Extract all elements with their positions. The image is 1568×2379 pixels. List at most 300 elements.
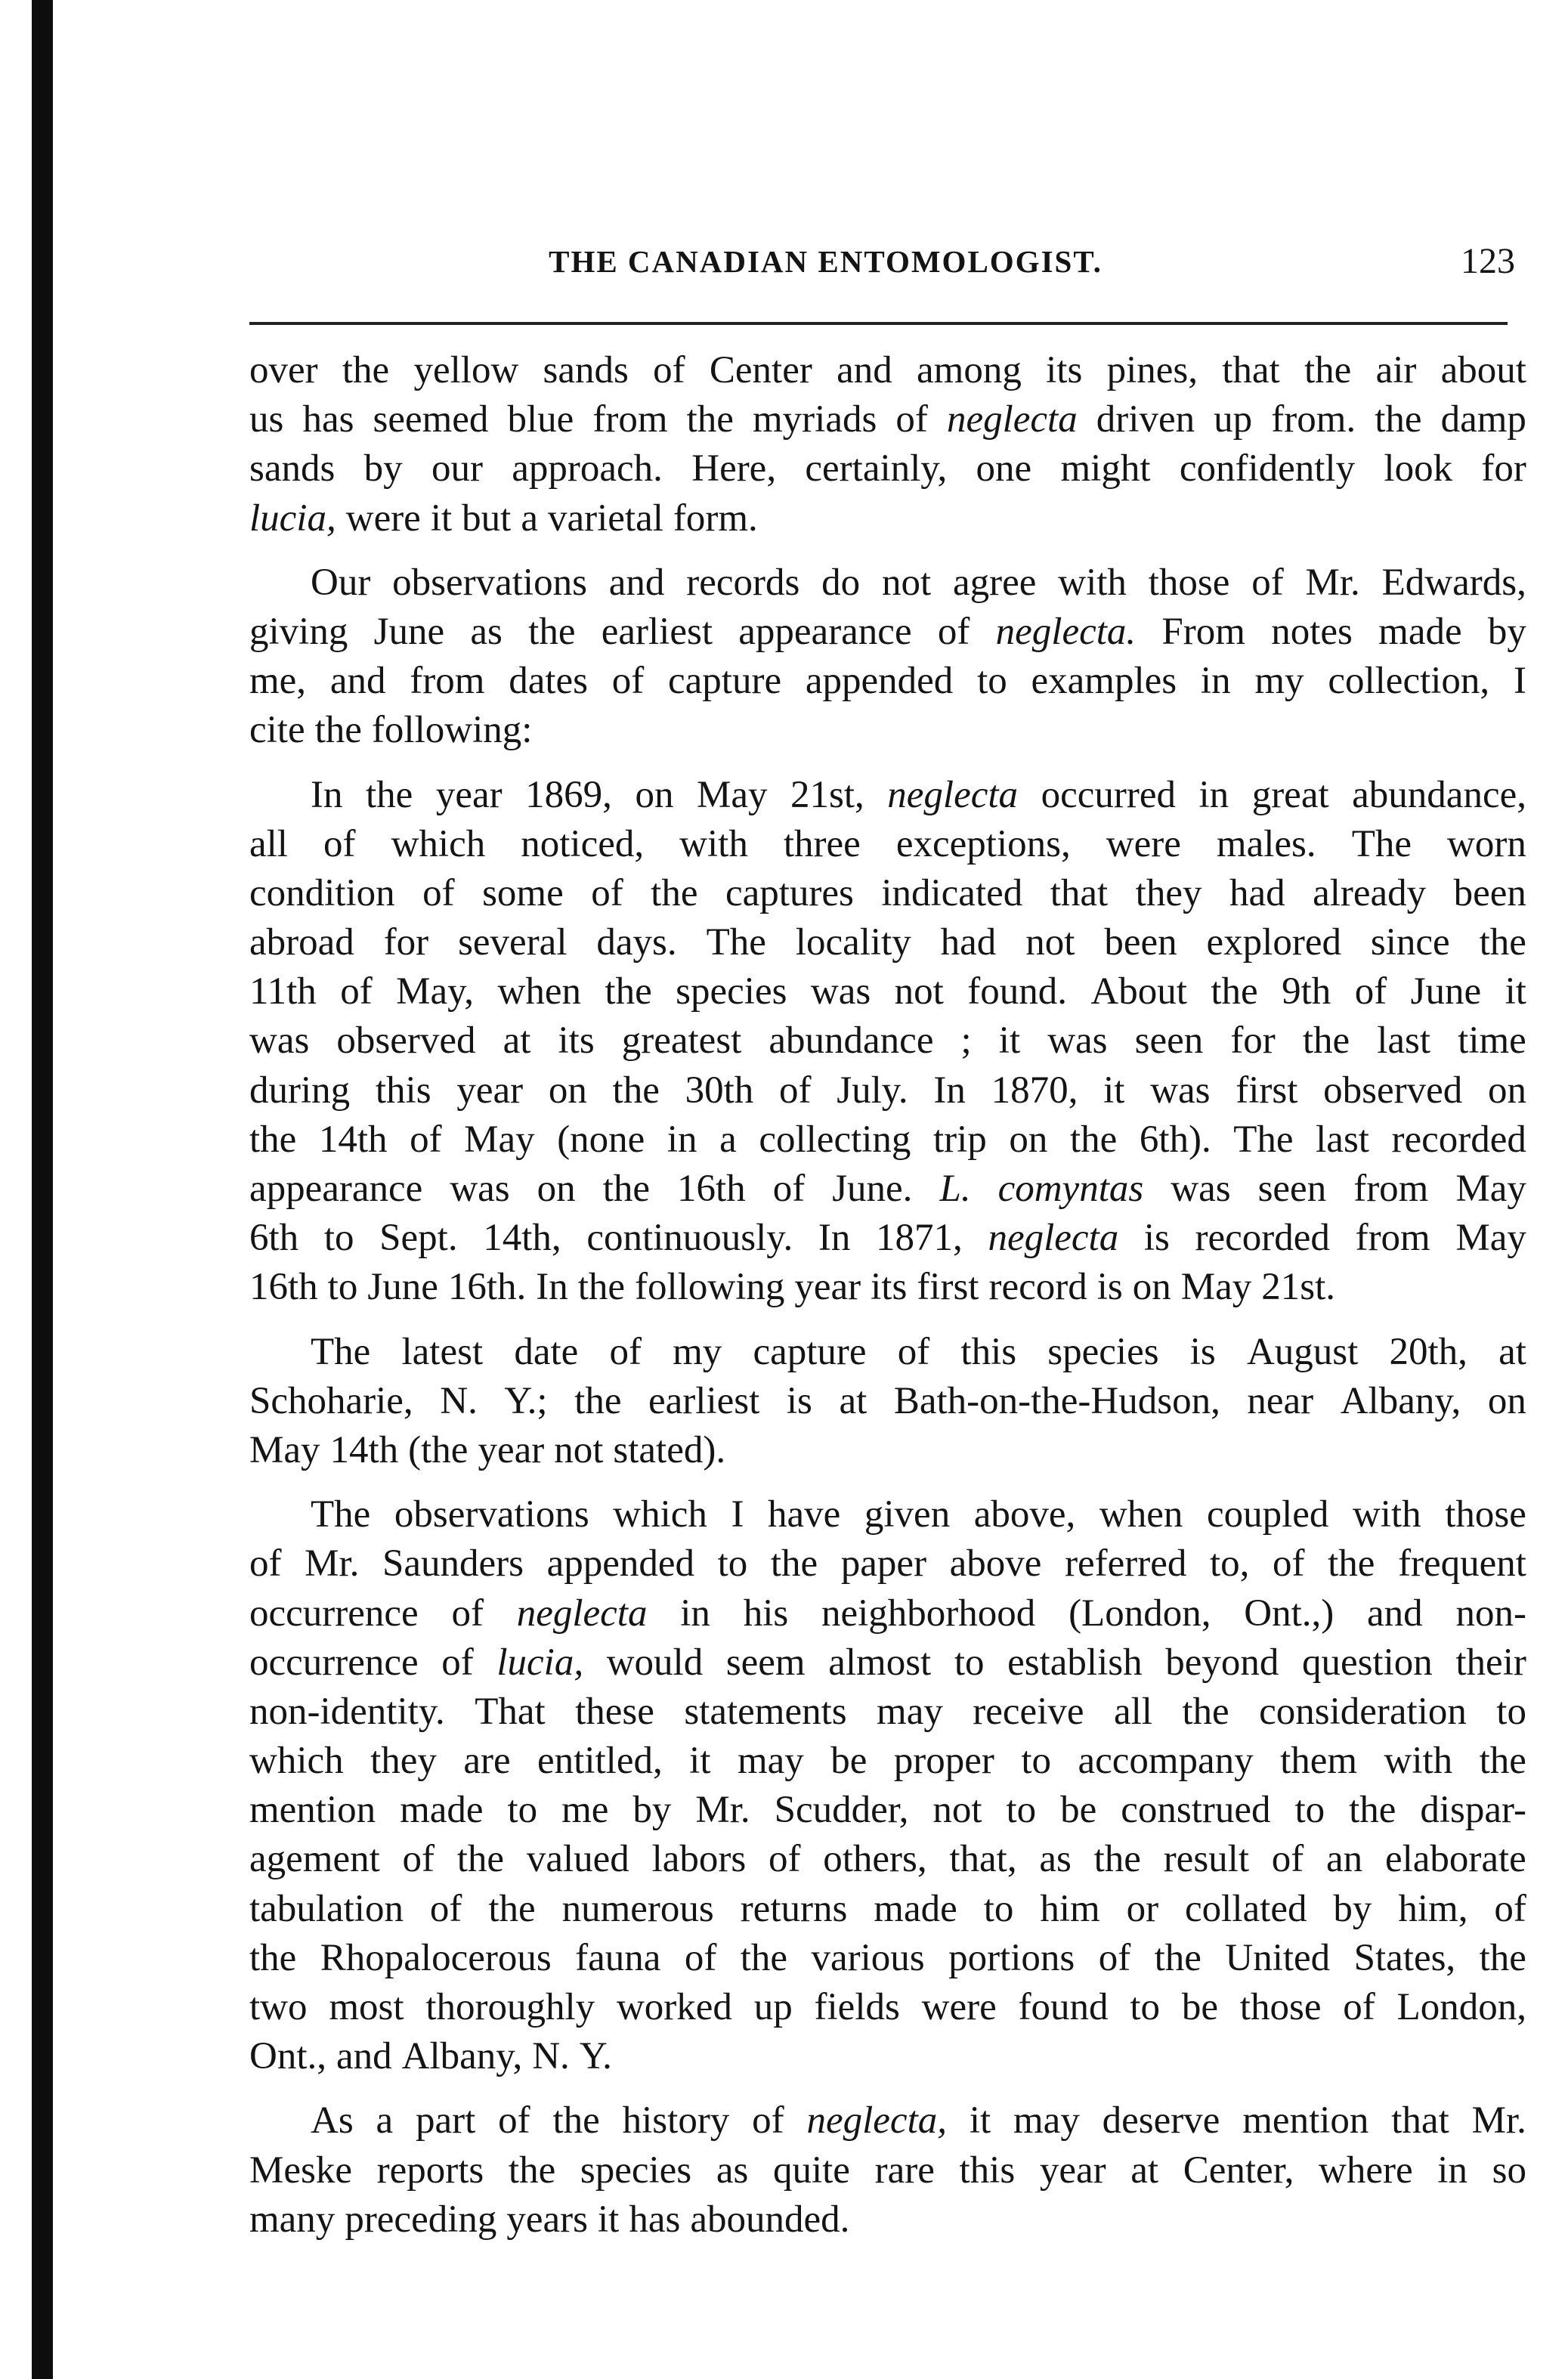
- word: the: [1069, 1118, 1118, 1161]
- word: were: [921, 1986, 997, 2028]
- word: May: [1455, 1217, 1526, 1260]
- word: might: [1060, 447, 1151, 490]
- word: certainly,: [805, 447, 948, 490]
- word: the: [456, 1838, 505, 1881]
- word: paper: [840, 1542, 927, 1585]
- word: most: [329, 1986, 404, 2028]
- word: was: [810, 970, 871, 1013]
- word: above: [949, 1542, 1042, 1585]
- word: to: [1496, 1690, 1526, 1733]
- word: been: [1104, 921, 1177, 964]
- word: I: [1513, 660, 1526, 703]
- word: and: [1367, 1592, 1423, 1635]
- text-line: [249, 1066, 1526, 1115]
- word: approach.: [512, 447, 663, 490]
- binding-edge: [32, 0, 53, 2379]
- word: above,: [973, 1493, 1076, 1536]
- word: days.: [596, 921, 677, 964]
- word: May: [1455, 1168, 1526, 1210]
- word: the: [342, 349, 390, 391]
- word: abounded.: [690, 2198, 850, 2241]
- word: up: [753, 1986, 793, 2028]
- word: abundance,: [1352, 773, 1526, 816]
- word: noticed,: [521, 822, 645, 865]
- word: fields: [814, 1986, 900, 2028]
- word: and: [329, 660, 386, 703]
- word: mention: [1242, 2099, 1369, 2142]
- word: to: [507, 1789, 538, 1832]
- word: me,: [249, 660, 307, 703]
- word: myriads: [753, 398, 877, 441]
- word: not: [1025, 921, 1075, 964]
- word: that,: [949, 1838, 1017, 1881]
- word: 1871,: [876, 1217, 963, 1260]
- text-line: [249, 608, 1526, 657]
- text-line: [249, 1786, 1526, 1835]
- word: and: [608, 561, 665, 604]
- word: of: [402, 1838, 435, 1881]
- word: agement: [249, 1838, 380, 1881]
- word: earliest: [648, 1379, 760, 1422]
- word: yellow: [413, 349, 519, 391]
- word: Albany,: [1340, 1379, 1461, 1422]
- word: 9th: [1282, 970, 1331, 1013]
- word: 20th,: [1389, 1330, 1467, 1373]
- word: is: [1189, 1330, 1216, 1373]
- word: Albany,: [401, 2035, 523, 2078]
- word: to: [327, 1266, 358, 1309]
- word: entitled,: [537, 1740, 663, 1783]
- word: locality: [795, 921, 911, 964]
- word: of: [1098, 1936, 1131, 1979]
- word: be: [1181, 1986, 1218, 2028]
- word: of: [340, 970, 373, 1013]
- word: (the: [408, 1428, 469, 1471]
- text-line: [249, 2146, 1526, 2195]
- text-line: [249, 657, 1526, 706]
- word: time: [1458, 1019, 1526, 1063]
- word: the: [1211, 970, 1258, 1013]
- word: made: [400, 1789, 484, 1832]
- word: not: [894, 970, 944, 1013]
- word: the: [552, 2099, 600, 2142]
- word: abundance: [769, 1019, 934, 1063]
- word: Schoharie,: [249, 1379, 413, 1422]
- word: year: [456, 1069, 524, 1112]
- word: seemed: [373, 398, 489, 441]
- word: Mr.: [305, 1542, 360, 1585]
- paragraph: [249, 2096, 1526, 2244]
- word: of: [249, 1542, 282, 1585]
- word: various: [811, 1936, 925, 1979]
- word: of: [591, 871, 623, 914]
- word: which: [613, 1493, 707, 1536]
- word: notes: [1271, 610, 1353, 653]
- italic-word: neglecta: [988, 1217, 1119, 1260]
- word: deserve: [1102, 2099, 1220, 2142]
- word: Ont.,): [1244, 1592, 1335, 1635]
- word: all: [1113, 1690, 1152, 1733]
- word: The: [311, 1493, 371, 1536]
- word: and: [837, 349, 892, 391]
- word: of: [895, 398, 928, 441]
- word: on: [635, 773, 674, 816]
- word: those: [1148, 561, 1230, 604]
- word: from: [592, 398, 668, 441]
- text-line: [249, 1263, 1526, 1312]
- word: the: [686, 398, 734, 441]
- word: from.: [1271, 398, 1356, 441]
- word: near: [1247, 1379, 1314, 1422]
- word: Center,: [1183, 2149, 1294, 2192]
- word: preceding: [345, 2198, 497, 2241]
- text-line: [249, 1638, 1526, 1688]
- word: From: [1161, 610, 1245, 653]
- word: not: [554, 1428, 604, 1471]
- word: Edwards,: [1381, 561, 1526, 604]
- word: ;: [960, 1019, 972, 1063]
- text-line: [249, 1328, 1526, 1377]
- word: the: [1479, 1740, 1526, 1783]
- word: or: [1126, 1887, 1159, 1930]
- word: on: [1132, 1266, 1171, 1309]
- word: of: [1343, 1986, 1375, 2028]
- word: would: [606, 1641, 704, 1684]
- word: capture: [668, 660, 782, 703]
- word: to: [983, 1887, 1014, 1930]
- word: when: [497, 970, 581, 1013]
- word: by: [632, 1789, 672, 1832]
- word: me: [561, 1789, 609, 1832]
- word: That: [475, 1690, 546, 1733]
- word: over: [249, 349, 318, 391]
- word: of: [1273, 1542, 1305, 1585]
- word: from: [410, 660, 485, 703]
- word: accompany: [1078, 1740, 1254, 1783]
- word: him,: [1398, 1887, 1468, 1930]
- word: great: [1251, 773, 1329, 816]
- word: agree: [953, 561, 1037, 604]
- word: the: [1154, 1936, 1202, 1979]
- word: Mr.: [1305, 561, 1360, 604]
- word: June: [367, 1266, 438, 1309]
- paragraph: [249, 1490, 1526, 2081]
- word: following: [635, 1266, 785, 1309]
- word: construed: [1121, 1789, 1271, 1832]
- word: year: [478, 1428, 545, 1471]
- word: that: [1391, 2099, 1449, 2142]
- word: all: [249, 822, 288, 865]
- word: others,: [823, 1838, 927, 1881]
- word: dispar-: [1420, 1789, 1526, 1832]
- word: made: [874, 1887, 957, 1930]
- word: May,: [396, 970, 475, 1013]
- word: my: [673, 1330, 722, 1373]
- word: of: [1494, 1887, 1526, 1930]
- word: was: [1047, 1019, 1108, 1063]
- word: on: [1487, 1379, 1526, 1422]
- text-line: [249, 1214, 1526, 1263]
- word: May: [249, 1428, 320, 1471]
- text-line: [249, 444, 1526, 493]
- word: of: [441, 1641, 474, 1684]
- text-line: [249, 2032, 1526, 2081]
- word: tabulation: [249, 1887, 404, 1930]
- word: observations: [392, 561, 587, 604]
- word: the: [602, 1168, 650, 1210]
- word: in: [666, 1118, 697, 1161]
- word: sands: [543, 349, 629, 391]
- word: the: [1328, 1542, 1375, 1585]
- word: was: [1171, 1168, 1231, 1210]
- word: 1869,: [525, 773, 612, 816]
- italic-word: neglecta: [516, 1592, 648, 1635]
- word: they: [1135, 871, 1202, 914]
- word: Scudder,: [774, 1789, 909, 1832]
- word: may: [737, 1740, 804, 1783]
- word: States,: [1353, 1936, 1456, 1979]
- word: varietal: [547, 497, 663, 540]
- word: recorded: [1195, 1217, 1330, 1260]
- word: neighborhood: [821, 1592, 1036, 1635]
- word: to: [1021, 1740, 1051, 1783]
- word: given: [864, 1493, 951, 1536]
- word: Mr.: [1471, 2099, 1526, 2142]
- word: were: [345, 497, 421, 540]
- word: his: [743, 1592, 789, 1635]
- word: us: [249, 398, 284, 441]
- word: in: [1200, 660, 1231, 703]
- word: in: [1437, 2149, 1467, 2192]
- word: by: [363, 447, 403, 490]
- text-line: [249, 1016, 1526, 1066]
- word: collated: [1185, 1887, 1307, 1930]
- text-line: [249, 1165, 1526, 1214]
- word: of: [429, 1887, 462, 1930]
- word: by: [1333, 1887, 1372, 1930]
- word: United: [1225, 1936, 1331, 1979]
- word: on: [548, 1069, 587, 1112]
- word: to: [1294, 1789, 1325, 1832]
- word: non-: [1455, 1592, 1526, 1635]
- word: non-identity.: [249, 1690, 445, 1733]
- word: the: [1182, 1690, 1229, 1733]
- word: be: [830, 1740, 868, 1783]
- word: Meske: [249, 2149, 352, 2192]
- word: appended: [805, 660, 954, 703]
- word: first: [917, 1266, 979, 1309]
- running-title: THE CANADIAN ENTOMOLOGIST.: [549, 244, 1103, 279]
- word: 16th: [249, 1266, 318, 1309]
- word: not: [932, 1789, 982, 1832]
- word: at: [839, 1379, 868, 1422]
- word: record: [988, 1266, 1087, 1309]
- word: the: [1093, 1838, 1141, 1881]
- word: giving: [249, 610, 348, 653]
- word: as: [470, 610, 503, 653]
- word: for: [383, 921, 429, 964]
- word: was: [450, 1168, 510, 1210]
- word: labors: [651, 1838, 747, 1881]
- text-line: [249, 1885, 1526, 1934]
- word: seen: [1257, 1168, 1327, 1210]
- word: with: [1058, 561, 1127, 604]
- word: it: [969, 2099, 991, 2142]
- text-line: [249, 771, 1526, 820]
- text-line: [249, 558, 1526, 608]
- word: some: [482, 871, 564, 914]
- word: the: [1302, 1019, 1350, 1063]
- word: it: [430, 497, 453, 540]
- text-line: [249, 1539, 1526, 1589]
- word: date: [514, 1330, 579, 1373]
- word: of: [937, 610, 970, 653]
- word: of: [451, 1592, 484, 1635]
- word: trip: [932, 1118, 987, 1161]
- word: latest: [401, 1330, 484, 1373]
- word: of: [1354, 970, 1387, 1013]
- paragraph: [249, 1328, 1526, 1476]
- word: the: [528, 610, 576, 653]
- italic-word: neglecta: [946, 398, 1078, 441]
- word: driven: [1096, 398, 1195, 441]
- paragraph: [249, 771, 1526, 1313]
- italic-word: neglecta,: [806, 2099, 947, 2142]
- word: numerous: [561, 1887, 714, 1930]
- word: year: [794, 1266, 861, 1309]
- word: by: [1487, 610, 1526, 653]
- word: observed: [1323, 1069, 1463, 1112]
- word: that: [1222, 349, 1280, 391]
- word: The: [1233, 1118, 1294, 1161]
- word: him: [1040, 1887, 1100, 1930]
- word: this: [375, 1069, 431, 1112]
- word: it: [597, 2198, 620, 2241]
- text-line: [249, 346, 1526, 395]
- word: species: [1047, 1330, 1159, 1373]
- word: elaborate: [1384, 1838, 1526, 1881]
- word: species: [676, 970, 787, 1013]
- word: 21st,: [790, 773, 864, 816]
- word: of: [1251, 561, 1284, 604]
- word: appearance: [738, 610, 912, 653]
- italic-word: neglecta: [887, 773, 1019, 816]
- word: to: [1130, 1986, 1161, 2028]
- word: N.: [440, 1379, 478, 1422]
- word: of: [410, 1118, 442, 1161]
- word: to: [717, 1542, 748, 1585]
- paragraph: [249, 346, 1526, 543]
- word: it: [1505, 970, 1526, 1013]
- word: of: [653, 349, 685, 391]
- word: the: [651, 871, 698, 914]
- word: many: [249, 2198, 336, 2241]
- word: question: [1301, 1641, 1433, 1684]
- word: from: [1355, 1217, 1430, 1260]
- word: fauna: [575, 1936, 661, 1979]
- word: 6th).: [1139, 1118, 1211, 1161]
- text-line: [249, 494, 1526, 543]
- word: In: [536, 1266, 568, 1309]
- word: in: [1198, 773, 1229, 816]
- word: which: [249, 1740, 344, 1783]
- word: continuously.: [586, 1217, 793, 1260]
- word: up: [1214, 398, 1253, 441]
- word: The: [1351, 822, 1412, 865]
- word: where: [1319, 2149, 1413, 2192]
- word: sands: [249, 447, 336, 490]
- word: the: [249, 1118, 297, 1161]
- word: 30th: [685, 1069, 754, 1112]
- word: years: [506, 2198, 588, 2241]
- text-line: [249, 869, 1526, 918]
- word: blue: [507, 398, 574, 441]
- word: air: [1375, 349, 1417, 391]
- word: with: [1384, 1740, 1453, 1783]
- word: be: [1060, 1789, 1097, 1832]
- word: seen: [1134, 1019, 1204, 1063]
- page-number: 123: [1461, 241, 1515, 281]
- word: with: [679, 822, 748, 865]
- word: collecting: [759, 1118, 911, 1161]
- word: that: [1050, 871, 1109, 914]
- word: referred: [1065, 1542, 1187, 1585]
- word: (London,: [1069, 1592, 1211, 1635]
- text-line: [249, 1983, 1526, 2032]
- word: a: [521, 497, 538, 540]
- word: of: [323, 822, 356, 865]
- word: cite: [249, 709, 305, 752]
- word: their: [1455, 1641, 1526, 1684]
- word: had: [1229, 871, 1285, 914]
- word: About: [1090, 970, 1187, 1013]
- word: of: [772, 1168, 806, 1210]
- word: the: [366, 773, 413, 816]
- word: of: [422, 871, 455, 914]
- word: Our: [311, 561, 371, 604]
- word: the: [577, 1266, 626, 1309]
- text-line: [249, 2195, 1526, 2244]
- word: The: [706, 921, 766, 964]
- word: they: [370, 1740, 437, 1783]
- word: Sept.: [379, 1217, 458, 1260]
- word: has: [302, 398, 354, 441]
- word: these: [575, 1690, 654, 1733]
- word: of: [611, 660, 645, 703]
- word: London,: [1396, 1986, 1526, 2028]
- word: portions: [948, 1936, 1075, 1979]
- word: so: [1492, 2149, 1526, 2192]
- word: Ont.,: [249, 2035, 326, 2078]
- word: a: [376, 2099, 394, 2142]
- word: but: [462, 497, 512, 540]
- word: occurrence: [249, 1641, 419, 1684]
- word: one: [976, 447, 1032, 490]
- article-body: [249, 346, 1526, 2244]
- word: Saunders: [382, 1542, 524, 1585]
- word: not: [882, 561, 932, 604]
- header-rule: [249, 322, 1508, 325]
- paragraph: [249, 558, 1526, 756]
- word: Mr.: [695, 1789, 750, 1832]
- word: the: [249, 1936, 297, 1979]
- word: been: [1453, 871, 1526, 914]
- word: on: [537, 1168, 576, 1210]
- word: records: [686, 561, 800, 604]
- word: confidently: [1179, 447, 1356, 490]
- word: N.: [532, 2035, 570, 2078]
- italic-word: L.: [939, 1168, 971, 1210]
